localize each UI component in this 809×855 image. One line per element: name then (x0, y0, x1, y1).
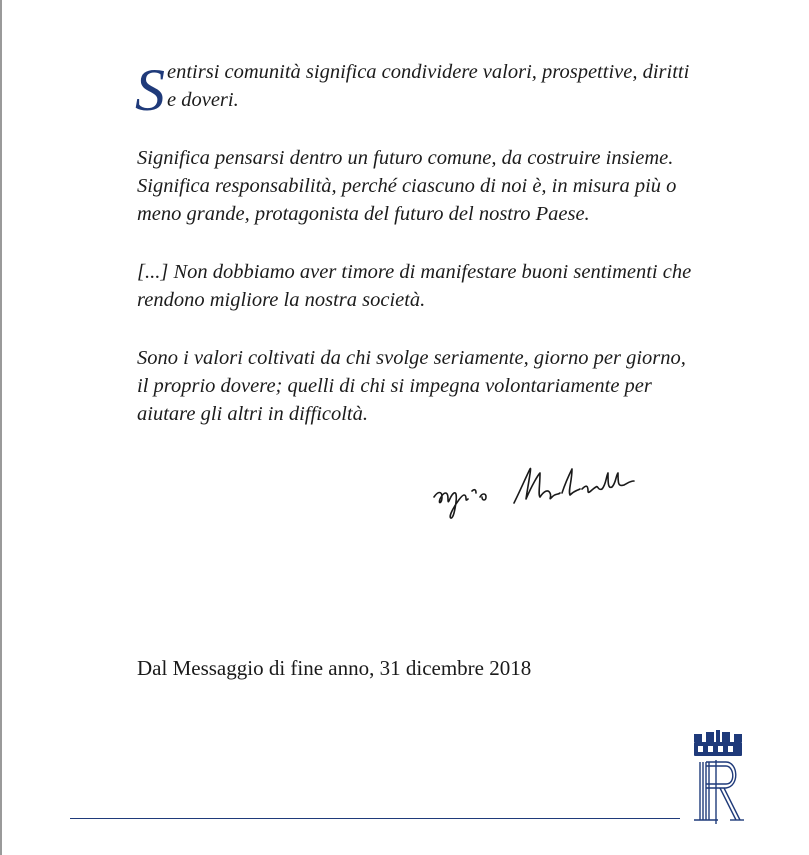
quote-paragraph-2: Significa pensarsi dentro un futuro comune, da costruire insieme. Significa responsabilità, perché ciascuno di noi è, in misura più o meno grande, protagonista del futuro del nostro Paese. (137, 147, 677, 225)
quote-paragraph-4: Sono i valori coltivati da chi svolge seriamente, giorno per giorno, il proprio dovere; quelli di chi si impegna volontariamente per aiutare gli altri in difficoltà. (137, 347, 686, 425)
page-edge (0, 0, 2, 855)
quote-text (137, 58, 697, 458)
footer-divider (70, 818, 680, 819)
quote-paragraph-3: [...] Non dobbiamo aver timore di manifestare buoni sentimenti che rendono migliore la nostra società. (137, 261, 692, 311)
signature-image (420, 455, 680, 535)
republic-crown-monogram-icon (690, 728, 746, 828)
quote-paragraph-1-text: entirsi comunità significa condividere valori, prospettive, diritti e doveri. (167, 61, 690, 111)
drop-cap-letter: S (135, 57, 165, 123)
source-caption: Dal Messaggio di fine anno, 31 dicembre 2018 (137, 656, 532, 680)
quote-paragraph-1 (135, 57, 697, 123)
